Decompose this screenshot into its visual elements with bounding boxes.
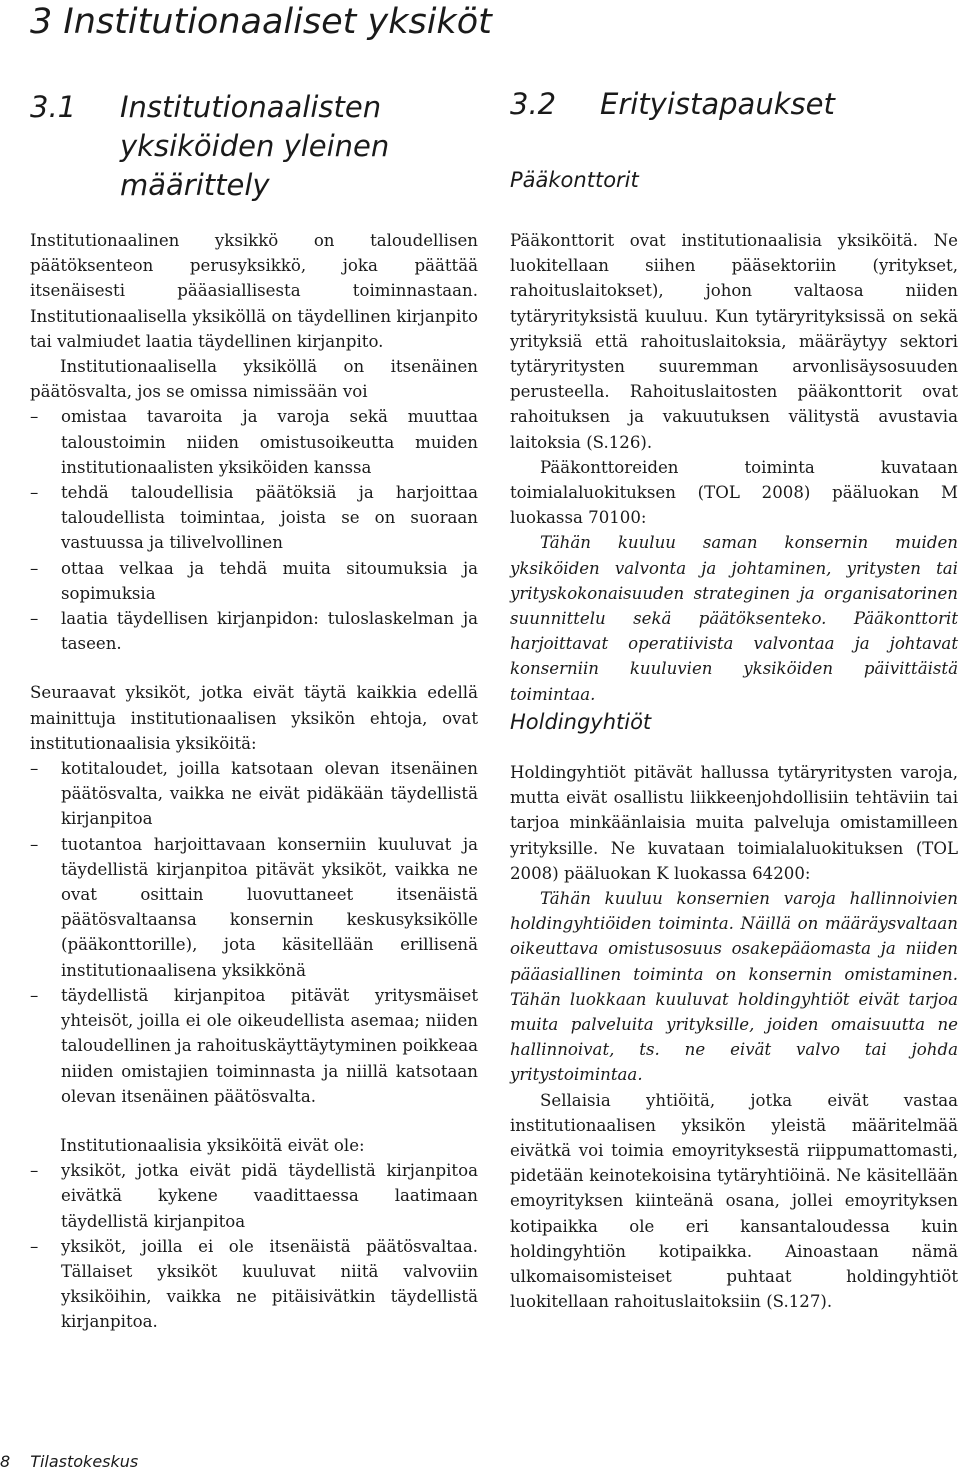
left-column xyxy=(30,228,478,1335)
bullet-list xyxy=(30,756,478,1109)
right-column-paakonttorit xyxy=(510,228,958,707)
bullet-list xyxy=(30,1158,478,1334)
quote-text: Tähän kuuluu konsernien varoja hallinnoivien holdingyhtiöiden toiminta. Näillä on määräysvaltaan oikeuttava omistusosuus osakepääomasta ja niiden pääasiallinen toiminta on konsernin omistaminen. Tähän luokkaan kuuluvat holdingyhtiöt eivät tarjoa muita palveluita yrityksille, joiden omaisuutta ne hallinnoivat, ts. ne eivät valvo tai johda yritystoimintaa. xyxy=(510,889,958,1085)
paragraph: Institutionaalisia yksiköitä eivät ole: xyxy=(60,1135,365,1155)
paragraph: Holdingyhtiöt pitävät hallussa tytäryritysten varoja, mutta eivät osallistu liikkeenjohdollisiin tehtäviin tai tarjoa minkäänlaisia muita palveluja omistamilleen yrityksille. Ne kuvataan toimialaluokituksen (TOL 2008) pääluokan K luokassa 64200: xyxy=(510,763,958,883)
page-number: 8 xyxy=(0,1452,11,1471)
list-item: – laatia täydellisen kirjanpidon: tuloslaskelman ja taseen. xyxy=(30,606,478,656)
list-item: – tuotantoa harjoittavaan konserniin kuuluvat ja täydellistä kirjanpitoa pitävät yksiköt, vaikka ne ovat osittain luovuttaneet itsenäistä päätösvaltaansa konsernin keskusyksikölle (pääkonttorille), jota käsitellään erillisenä institutionaalisena yksikkönä xyxy=(30,832,478,983)
page-footer xyxy=(0,1452,138,1472)
publisher-name: Tilastokeskus xyxy=(30,1452,139,1471)
quote-paragraph xyxy=(510,886,958,1088)
list-item: – täydellistä kirjanpitoa pitävät yritysmäiset yhteisöt, joilla ei ole oikeudellista asemaa; niiden taloudellinen ja rahoituskäyttäytyminen poikkeaa niiden omistajien toiminnasta ja niillä katsotaan olevan itsenäinen päätösvalta. xyxy=(30,983,478,1109)
list-item: – tehdä taloudellisia päätöksiä ja harjoittaa taloudellista toimintaa, joista se on suoraan vastuussa ja tilivelvollinen xyxy=(30,480,478,556)
section-heading-3-1 xyxy=(30,88,420,205)
section-title: Institutionaalisten yksiköiden yleinen määrittely xyxy=(120,90,390,202)
section-number: 3.2 xyxy=(510,87,557,121)
paragraph: Seuraavat yksiköt, jotka eivät täytä kaikkia edellä mainittuja institutionaalisen yksikön ehtoja, ovat institutionaalisia yksiköitä: xyxy=(30,683,478,753)
list-item: – kotitaloudet, joilla katsotaan olevan itsenäinen päätösvalta, vaikka ne eivät pidäkään täydellistä kirjanpitoa xyxy=(30,756,478,832)
paragraph: Institutionaalisella yksiköllä on itsenäinen päätösvalta, jos se omissa nimissään voi xyxy=(30,357,478,402)
quote-text: Tähän kuuluu saman konsernin muiden yksiköiden valvonta ja johtaminen, yritysten tai yrityskokonaisuuden strateginen ja organisatorinen suunnittelu sekä päätöksenteko. Pääkonttorit harjoittavat operatiivista valvontaa ja johtavat konserniin kuuluvien yksiköiden päivittäistä toimintaa. xyxy=(510,533,958,704)
list-item: – yksiköt, jotka eivät pidä täydellistä kirjanpitoa eivätkä kykene vaadittaessa laatimaan täydellistä kirjanpitoa xyxy=(30,1158,478,1234)
paragraph: Pääkonttoreiden toiminta kuvataan toimialaluokituksen (TOL 2008) pääluokan M luokassa 70100: xyxy=(510,457,958,528)
list-item: – ottaa velkaa ja tehdä muita sitoumuksia ja sopimuksia xyxy=(30,556,478,606)
section-title: Erityistapaukset xyxy=(600,87,835,121)
bullet-list xyxy=(30,404,478,656)
quote-paragraph xyxy=(510,530,958,706)
paragraph: Sellaisia yhtiöitä, jotka eivät vastaa institutionaalisen yksikön yleistä määritelmää eivätkä voi toimia emoyrityksestä riippumattomasti, pidetään keinotekoisina tytäryhtiöinä. Ne käsitellään emoyrityksen kiinteänä osana, jollei emoyrityksen kotipaikka ole eri kansantaloudessa kuin holdingyhtiön kotipaikka. Ainoastaan nämä ulkomaisomisteiset puhtaat holdingyhtiöt luokitellaan rahoituslaitoksiin (S.127). xyxy=(510,1090,958,1312)
subheading-holdingyhtiot: Holdingyhtiöt xyxy=(510,710,652,734)
right-column-holding xyxy=(510,760,958,1314)
paragraph: Pääkonttorit ovat institutionaalisia yksiköitä. Ne luokitellaan siihen pääsektoriin (yritykset, rahoituslaitokset), johon valtaosa niiden tytäryrityksistä kuuluu. Kun tytäryrityksissä on sekä yrityksiä että rahoituslaitoksia, määräytyy sektori tytäryritysten suuremman arvonlisäysosuuden perusteella. Rahoituslaitosten pääkonttorit ovat rahoituksen ja vakuutuksen välitystä avustavia laitoksia (S.126). xyxy=(510,231,958,452)
list-item: – omistaa tavaroita ja varoja sekä muuttaa taloustoimin niiden omistusoikeutta muiden institutionaalisten yksiköiden kanssa xyxy=(30,404,478,480)
section-number: 3.1 xyxy=(30,90,77,124)
list-item: – yksiköt, joilla ei ole itsenäistä päätösvaltaa. Tällaiset yksiköt kuuluvat niitä valvoviin yksiköihin, vaikka ne pitäisivätkin täydellistä kirjanpitoa. xyxy=(30,1234,478,1335)
chapter-title: 3 Institutionaaliset yksiköt xyxy=(30,2,492,42)
paragraph: Institutionaalinen yksikkö on taloudellisen päätöksenteon perusyksikkö, joka päättää itsenäisesti pääasiallisesta toiminnastaan. Institutionaalisella yksiköllä on täydellinen kirjanpito tai valmiudet laatia täydellinen kirjanpito. xyxy=(30,231,478,351)
subheading-paakonttorit: Pääkonttorit xyxy=(510,168,639,192)
section-heading-3-2 xyxy=(510,84,835,124)
